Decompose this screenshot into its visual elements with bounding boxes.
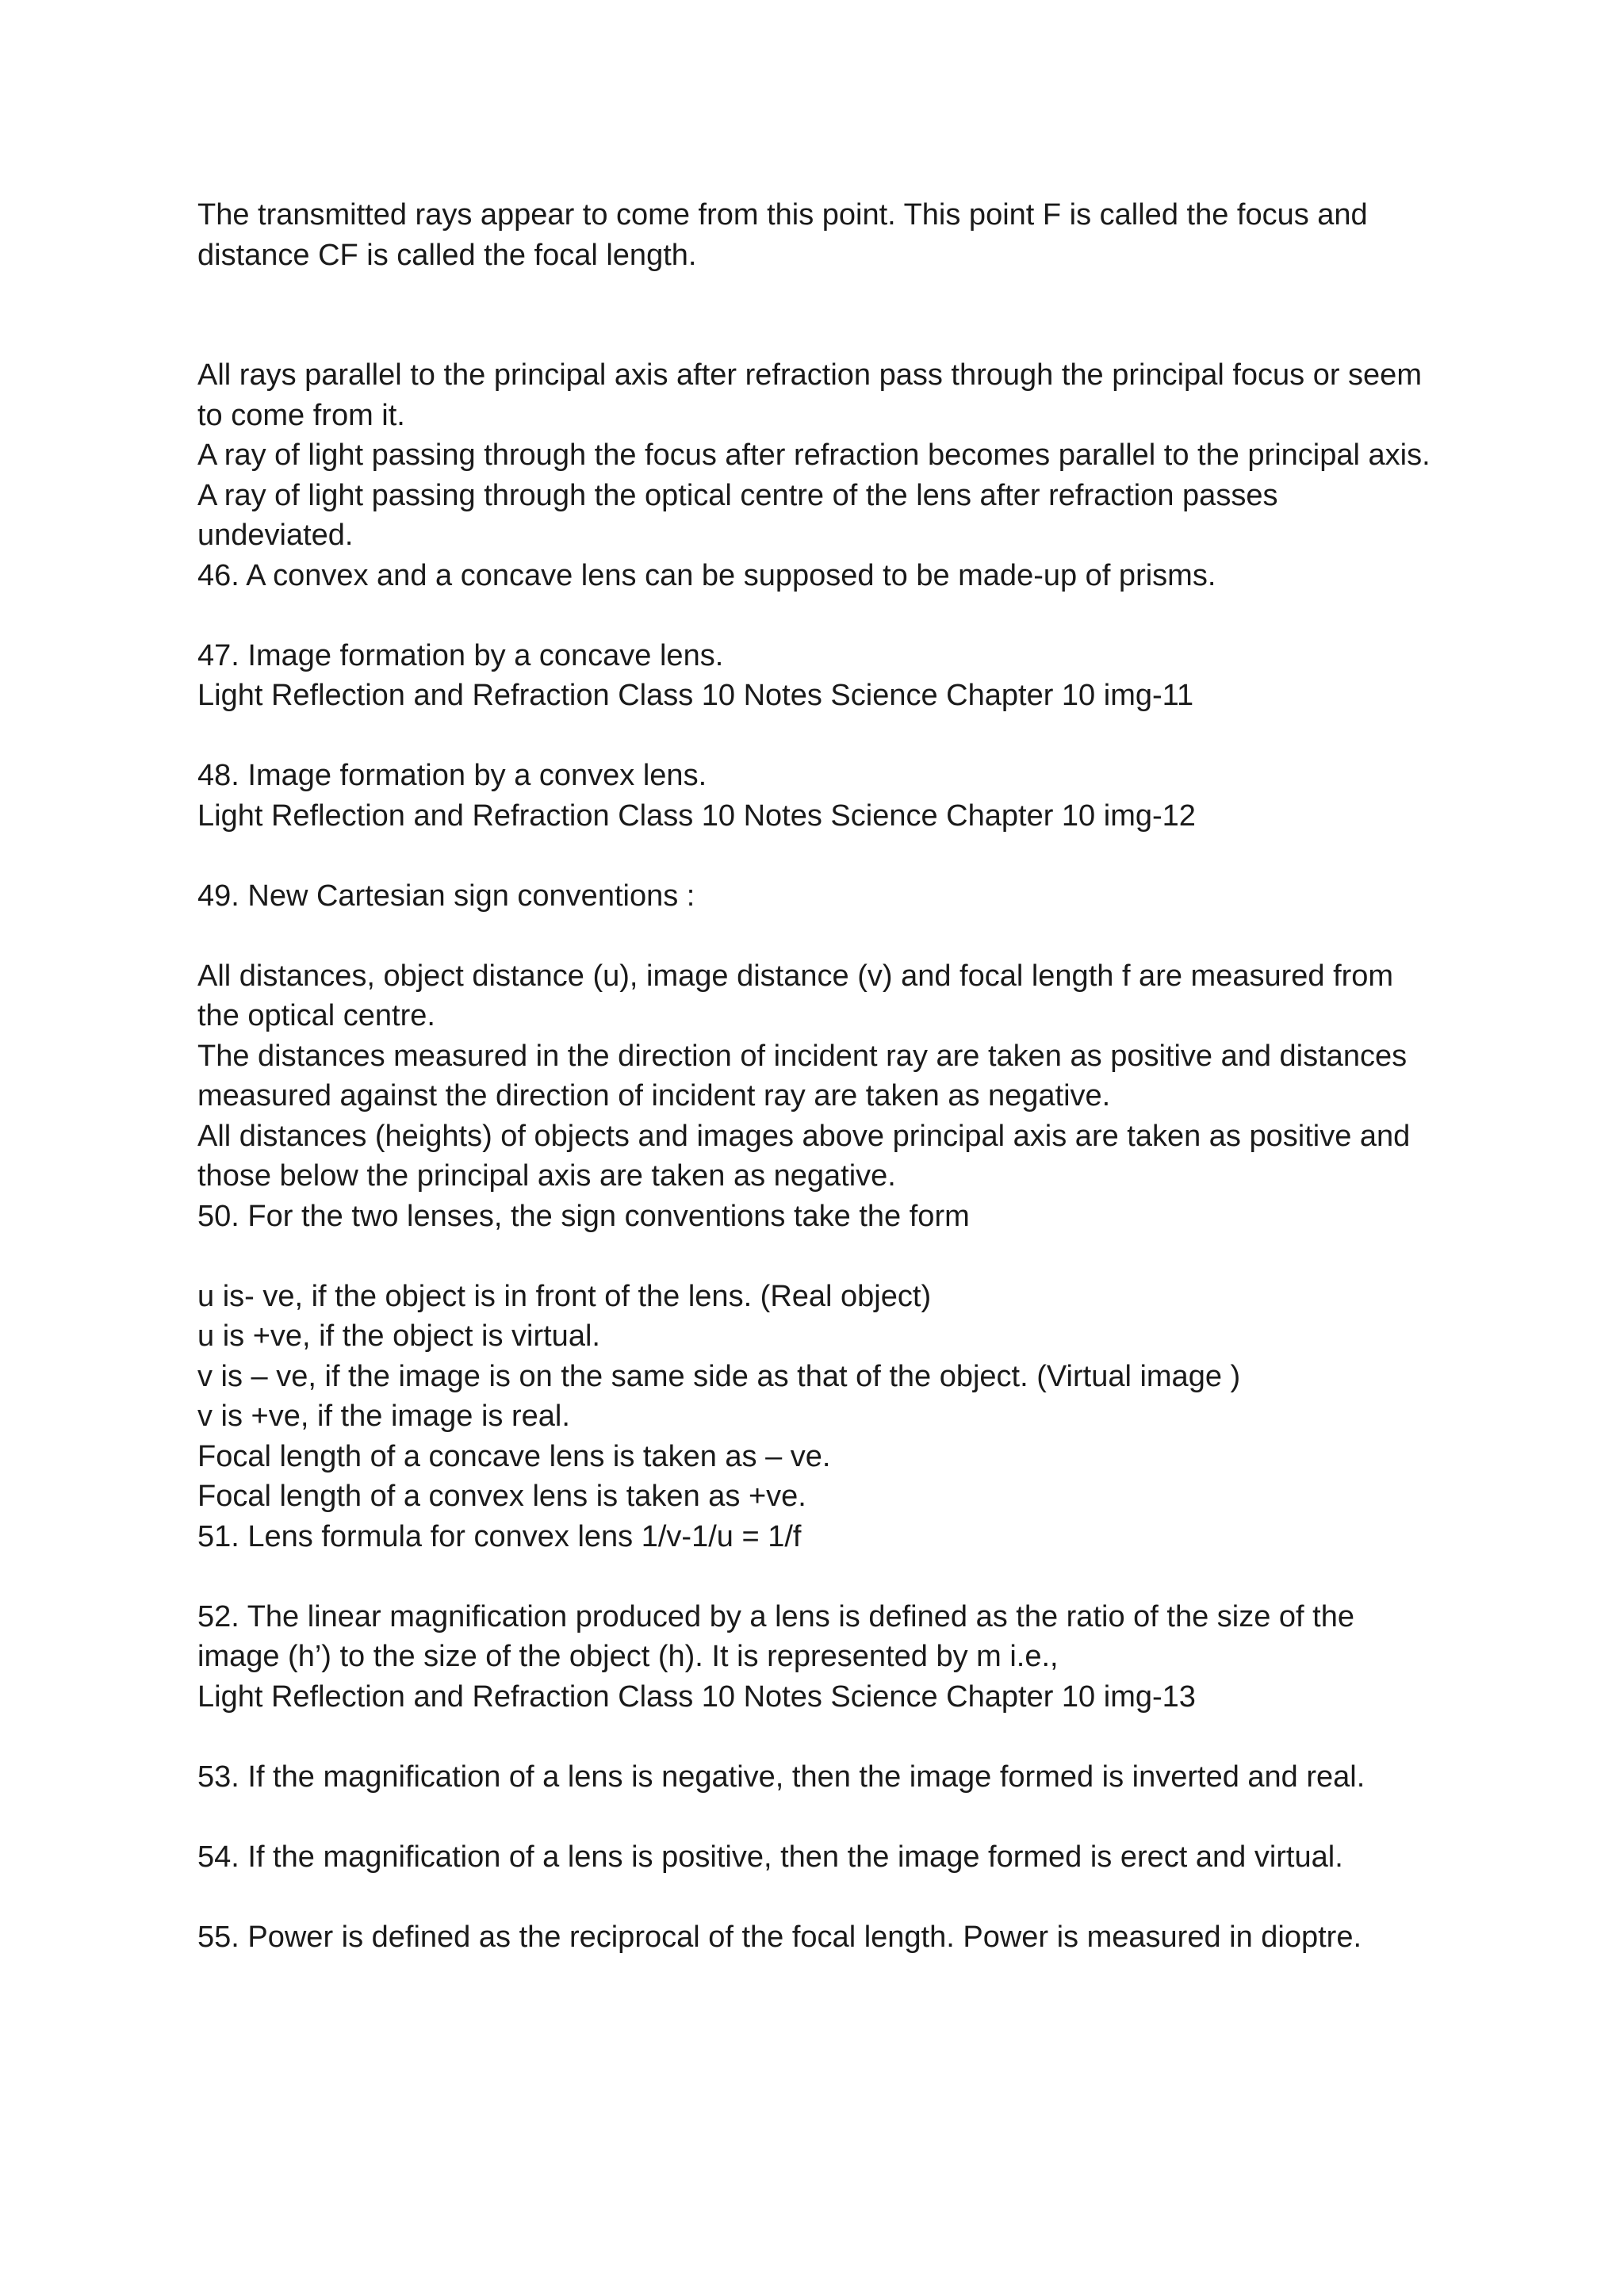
- text-line: A ray of light passing through the focus after refraction becomes parallel to the principal axis.: [197, 439, 1431, 472]
- image-placeholder-text: Light Reflection and Refraction Class 10 Notes Science Chapter 10 img-12: [197, 798, 1196, 833]
- item-51: 51. Lens formula for convex lens 1/v-1/u = 1/f: [197, 1519, 802, 1553]
- spacer: [197, 1797, 1450, 1837]
- text-line: the optical centre.: [197, 999, 435, 1032]
- item-55: [197, 1917, 1450, 1958]
- paragraph-focus-definition: [197, 195, 1450, 275]
- spacer: [197, 1557, 1450, 1597]
- text-line: those below the principal axis are taken as negative.: [197, 1159, 896, 1193]
- item-48: [197, 756, 1450, 836]
- image-placeholder-text: Light Reflection and Refraction Class 10 Notes Science Chapter 10 img-13: [197, 1679, 1196, 1714]
- spacer: [197, 916, 1450, 956]
- text-line: The transmitted rays appear to come from this point. This point F is called the focus and: [197, 198, 1368, 232]
- item-47: [197, 636, 1450, 716]
- text-line: v is – ve, if the image is on the same side as that of the object. (Virtual image ): [197, 1359, 1241, 1393]
- text-line: Focal length of a concave lens is taken as – ve.: [197, 1439, 831, 1473]
- item-49-heading: 49. New Cartesian sign conventions :: [197, 879, 695, 913]
- spacer: [197, 716, 1450, 756]
- document-body: [197, 195, 1450, 1957]
- item-50: 50. For the two lenses, the sign conventions take the form: [197, 1199, 970, 1233]
- spacer: [197, 836, 1450, 876]
- item-49: [197, 876, 1450, 917]
- text-line: to come from it.: [197, 398, 405, 432]
- image-placeholder-text: Light Reflection and Refraction Class 10 Notes Science Chapter 10 img-11: [197, 679, 1194, 712]
- text-line: distance CF is called the focal length.: [197, 238, 697, 272]
- spacer: [197, 1877, 1450, 1917]
- text-line: All distances, object distance (u), image distance (v) and focal length f are measured from: [197, 959, 1394, 993]
- text-line: v is +ve, if the image is real.: [197, 1400, 570, 1433]
- text-line: Focal length of a convex lens is taken as +ve.: [197, 1480, 806, 1513]
- text-line: All rays parallel to the principal axis after refraction pass through the principal focus or seem: [197, 358, 1422, 392]
- spacer: [197, 275, 1450, 355]
- spacer: [197, 596, 1450, 636]
- item-53: [197, 1757, 1450, 1798]
- item-46: 46. A convex and a concave lens can be supposed to be made-up of prisms.: [197, 558, 1216, 592]
- text-line: All distances (heights) of objects and images above principal axis are taken as positive and: [197, 1119, 1411, 1153]
- item-54: [197, 1837, 1450, 1878]
- text-line: undeviated.: [197, 519, 354, 552]
- paragraph-ray-rules: [197, 355, 1450, 596]
- text-line: 52. The linear magnification produced by a lens is defined as the ratio of the size of the: [197, 1599, 1354, 1633]
- text-line: 54. If the magnification of a lens is positive, then the image formed is erect and virtual.: [197, 1840, 1343, 1874]
- text-line: u is- ve, if the object is in front of the lens. (Real object): [197, 1279, 932, 1313]
- spacer: [197, 1717, 1450, 1757]
- item-48-heading: 48. Image formation by a convex lens.: [197, 759, 707, 792]
- text-line: u is +ve, if the object is virtual.: [197, 1319, 600, 1353]
- item-52: [197, 1597, 1450, 1718]
- text-line: A ray of light passing through the optical centre of the lens after refraction passes: [197, 478, 1278, 512]
- paragraph-lens-signs: [197, 1277, 1450, 1557]
- text-line: measured against the direction of incident ray are taken as negative.: [197, 1079, 1111, 1113]
- text-line: image (h’) to the size of the object (h). It is represented by m i.e.,: [197, 1640, 1059, 1673]
- text-line: 53. If the magnification of a lens is negative, then the image formed is inverted and real.: [197, 1760, 1365, 1794]
- text-line: The distances measured in the direction of incident ray are taken as positive and distances: [197, 1039, 1408, 1073]
- text-line: 55. Power is defined as the reciprocal of the focal length. Power is measured in dioptre.: [197, 1920, 1362, 1954]
- spacer: [197, 1236, 1450, 1277]
- paragraph-sign-conventions: [197, 956, 1450, 1237]
- item-47-heading: 47. Image formation by a concave lens.: [197, 638, 724, 672]
